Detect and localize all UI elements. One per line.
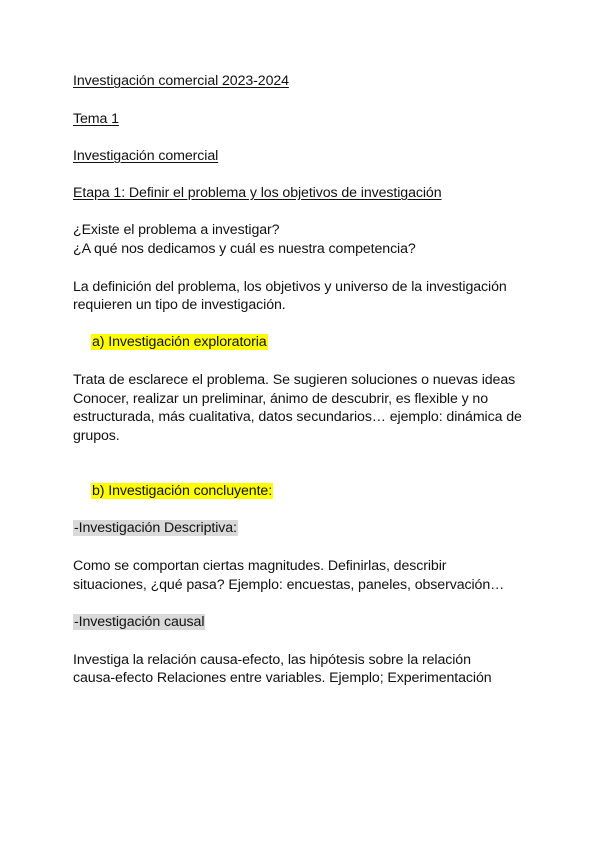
intro-line: requieren un tipo de investigación. xyxy=(73,297,286,313)
causal-heading xyxy=(73,613,205,631)
descriptive-line: situaciones, ¿qué pasa? Ejemplo: encuestas, paneles, observación… xyxy=(73,577,505,593)
conclusive-heading-text: b) Investigación concluyente: xyxy=(92,483,273,499)
descriptive-heading-text: -Investigación Descriptiva: xyxy=(74,520,237,536)
exploratory-heading-text: a) Investigación exploratoria xyxy=(92,334,267,350)
exploratory-line: grupos. xyxy=(73,428,120,444)
exploratory-line: Trata de esclarece el problema. Se sugieren soluciones o nuevas ideas xyxy=(73,372,516,388)
exploratory-line: estructurada, más cualitativa, datos secundarios… ejemplo: dinámica de xyxy=(73,409,522,425)
question-line: ¿A qué nos dedicamos y cuál es nuestra competencia? xyxy=(73,241,416,257)
causal-line: Investiga la relación causa-efecto, las hipótesis sobre la relación xyxy=(73,652,471,668)
question-line: ¿Existe el problema a investigar? xyxy=(73,222,280,238)
topic-heading: Tema 1 xyxy=(73,111,119,127)
causal-heading-text: -Investigación causal xyxy=(74,614,205,630)
exploratory-heading xyxy=(91,333,268,351)
descriptive-line: Como se comportan ciertas magnitudes. Definirlas, describir xyxy=(73,558,447,574)
intro-line: La definición del problema, los objetivos y universo de la investigación xyxy=(73,279,507,295)
exploratory-line: Conocer, realizar un preliminar, ánimo de descubrir, es flexible y no xyxy=(73,391,488,407)
descriptive-heading xyxy=(73,519,238,537)
course-title: Investigación comercial 2023-2024 xyxy=(73,73,289,89)
stage-heading: Etapa 1: Definir el problema y los objetivos de investigación xyxy=(73,185,442,201)
causal-line: causa-efecto Relaciones entre variables. Ejemplo; Experimentación xyxy=(73,670,492,686)
conclusive-heading xyxy=(91,482,273,500)
subject-heading: Investigación comercial xyxy=(73,148,219,164)
